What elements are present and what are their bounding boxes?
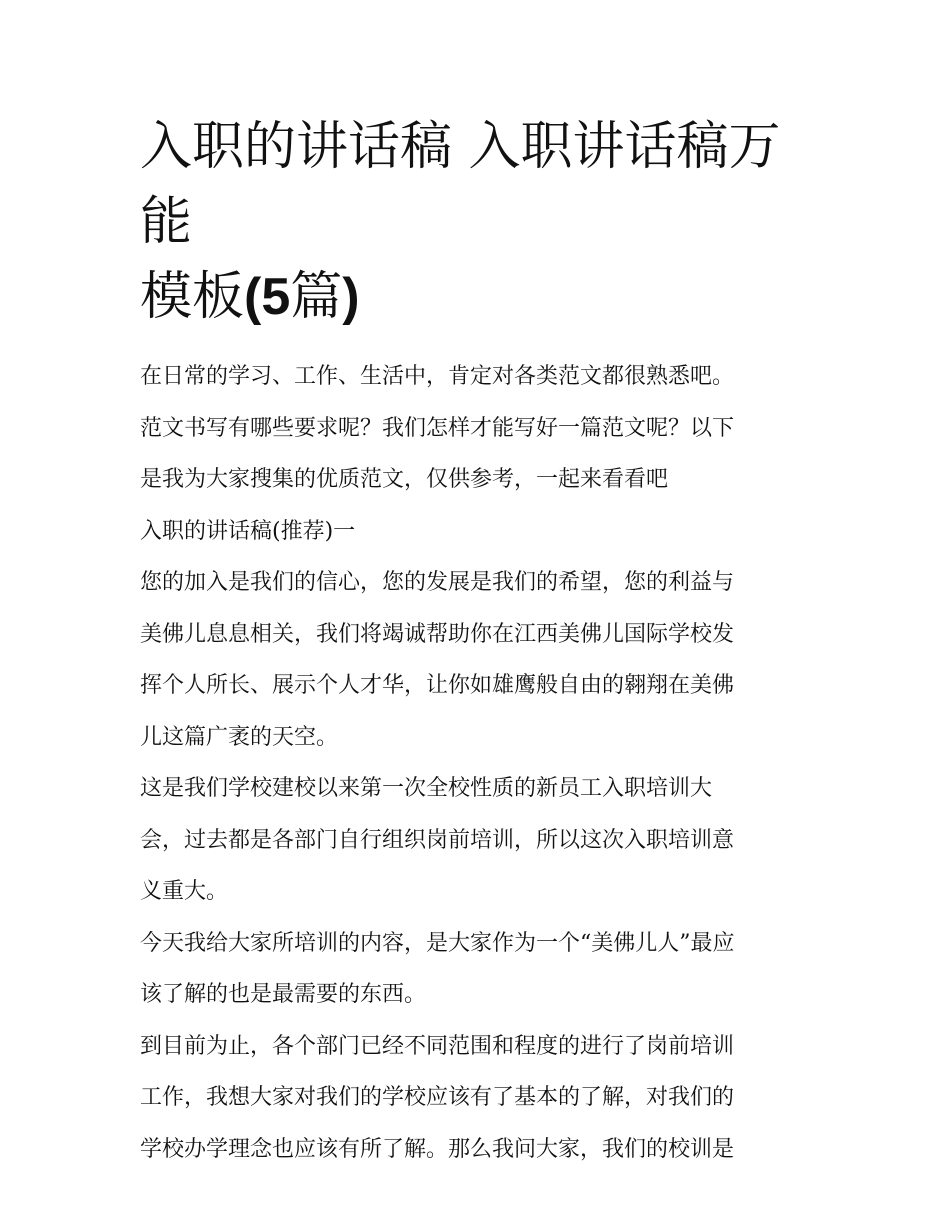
paragraph (140, 763, 820, 918)
paragraph-line: 这是我们学校建校以来第一次全校性质的新员工入职培训大 (140, 776, 713, 801)
paragraph-line: 是我为大家搜集的优质范文，仅供参考，一起来看看吧 (140, 467, 669, 492)
paragraph-line: 在日常的学习、工作、生活中，肯定对各类范文都很熟悉吧。 (140, 364, 735, 389)
paragraph (140, 1021, 820, 1176)
paragraph-line: 到目前为止，各个部门已经不同范围和程度的进行了岗前培训 (140, 1033, 735, 1059)
paragraph (140, 918, 820, 1021)
paragraph-intro (140, 351, 820, 506)
paragraph-line: 会，过去都是各部门自行组织岗前培训，所以这次入职培训意 (140, 827, 735, 853)
paragraph-line: 工作，我想大家对我们的学校应该有了基本的了解，对我们的 (140, 1085, 735, 1110)
paragraph-line: 入职的讲话稿(推荐)一 (140, 518, 356, 544)
document-page (140, 110, 820, 1175)
paragraph-line: 挥个人所长、展示个人才华，让你如雄鹰般自由的翱翔在美佛 (140, 673, 735, 698)
title-text-part1: 入职的讲话稿 入职讲话稿万能 (140, 117, 781, 252)
paragraph-line: 该了解的也是最需要的东西。 (140, 982, 427, 1007)
paragraph-line: 范文书写有哪些要求呢？我们怎样才能写好一篇范文呢？以下 (140, 415, 735, 441)
title-text-part2: 模板 (140, 267, 245, 327)
paragraph-line: 义重大。 (140, 879, 229, 904)
title-text-part5: ) (342, 268, 360, 326)
paragraph-line: 儿这篇广袤的天空。 (140, 724, 339, 750)
section-heading (140, 506, 820, 558)
document-title (140, 110, 820, 335)
title-text-part3: (5 (244, 268, 291, 326)
paragraph (140, 557, 820, 763)
document-body (140, 351, 820, 1175)
paragraph-line: 您的加入是我们的信心，您的发展是我们的希望，您的利益与 (140, 570, 735, 595)
title-text-part4: 篇 (290, 267, 343, 327)
paragraph-line: 学校办学理念也应该有所了解。那么我问大家，我们的校训是 (140, 1136, 735, 1162)
paragraph-line: 美佛儿息息相关，我们将竭诚帮助你在江西美佛儿国际学校发 (140, 621, 735, 647)
paragraph-line: 今天我给大家所培训的内容，是大家作为一个“美佛儿人”最应 (140, 930, 735, 956)
